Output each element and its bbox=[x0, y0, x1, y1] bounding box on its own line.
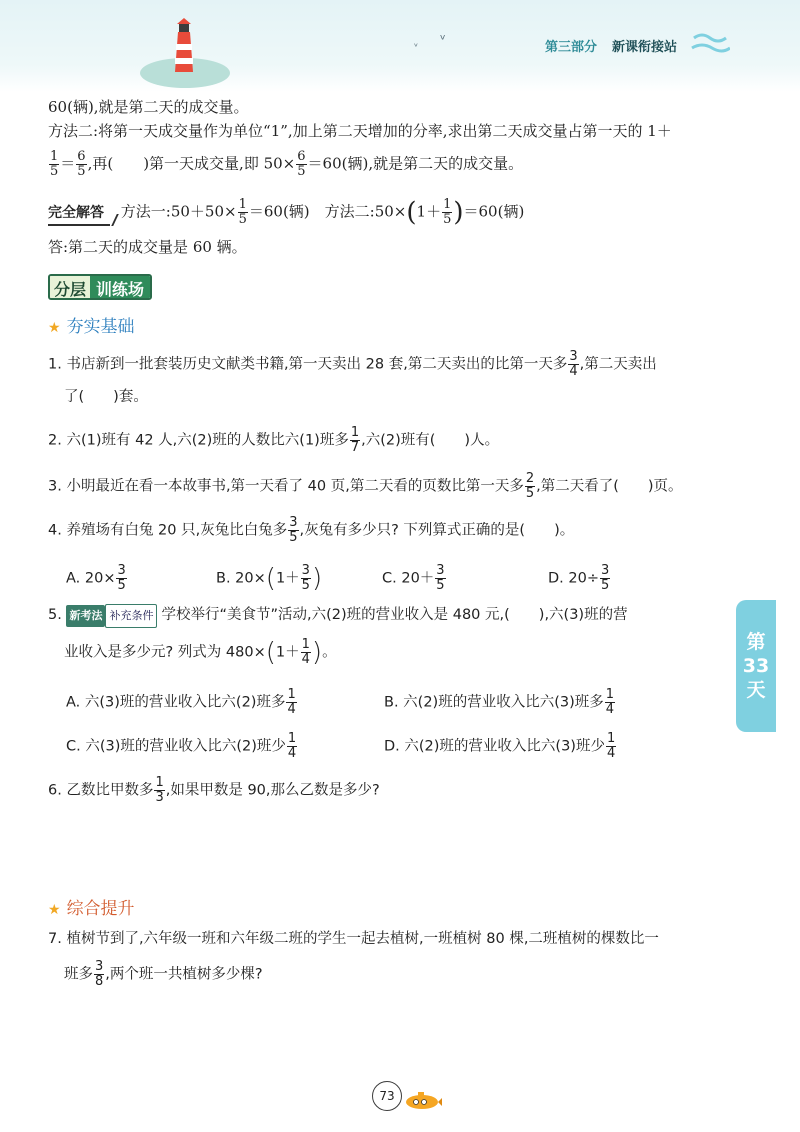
fraction: $\frac{1}{5}$ bbox=[238, 197, 247, 227]
fraction: $\frac{3}{5}$ bbox=[600, 563, 610, 593]
question-7-cont: 班多 $\frac{3}{8}$ ,两个班一共植树多少棵? bbox=[64, 959, 263, 989]
star-icon: ★ bbox=[48, 320, 61, 336]
option-a[interactable]: A. 20× $\frac{3}{5}$ bbox=[66, 563, 126, 593]
bird-icon: ᵛ bbox=[414, 42, 419, 53]
solution-answer: 答:第二天的成交量是 60 辆。 bbox=[48, 238, 247, 256]
question-6: 6. 乙数比甲数多 $\frac{1}{3}$ ,如果甲数是 90,那么乙数是多少? bbox=[48, 775, 380, 805]
solution-line-3: $\frac{1}{5}$ ＝ $\frac{6}{5}$ ,再( )第一天成交量,即 50× $\frac{6}{5}$ ＝60(辆),就是第二天的成交量。 bbox=[50, 149, 524, 179]
question-3: 3. 小明最近在看一本故事书,第一天看了 40 页,第二天看的页数比第一天多 $\frac{2}{5}$ ,第二天看了( )页。 bbox=[48, 471, 683, 501]
option-a[interactable]: A. 六(3)班的营业收入比六(2)班多 $\frac{1}{4}$ bbox=[66, 687, 296, 717]
complete-solution-tag: 完全解答 bbox=[48, 202, 110, 226]
fraction: $\frac{1}{4}$ bbox=[605, 687, 615, 717]
section-title-basics: ★ 夯实基础 bbox=[48, 317, 135, 337]
question-1-cont: 了( )套。 bbox=[64, 389, 148, 405]
option-b[interactable]: B. 20×(1＋ $\frac{3}{5}$ ) bbox=[216, 563, 323, 594]
question-5-cont: 业收入是多少元? 列式为 480×(1＋ $\frac{1}{4}$ )。 bbox=[64, 637, 337, 668]
fraction: $\frac{1}{4}$ bbox=[287, 687, 296, 717]
supplement-condition-tag: 补充条件 bbox=[105, 604, 157, 628]
option-d[interactable]: D. 20÷ $\frac{3}{5}$ bbox=[548, 563, 610, 593]
fraction: $\frac{1}{4}$ bbox=[301, 637, 310, 667]
training-badge: 分层 训练场 bbox=[48, 274, 152, 300]
question-2: 2. 六(1)班有 42 人,六(2)班的人数比六(1)班多 $\frac{1}{7}$ ,六(2)班有( )人。 bbox=[48, 425, 500, 455]
fraction: $\frac{1}{3}$ bbox=[155, 775, 164, 805]
fraction: $\frac{3}{5}$ bbox=[117, 563, 126, 593]
question-4: 4. 养殖场有白兔 20 只,灰兔比白兔多 $\frac{3}{5}$ ,灰兔有多少只? 下列算式正确的是( )。 bbox=[48, 515, 575, 545]
submarine-icon bbox=[400, 1090, 442, 1110]
header-title: 新课衔接站 bbox=[612, 40, 678, 55]
question-1: 1. 书店新到一批套装历史文献类书籍,第一天卖出 28 套,第二天卖出的比第一天多 $\frac{3}{4}$ ,第二天卖出 bbox=[48, 349, 657, 379]
lighthouse-icon bbox=[170, 18, 198, 72]
fraction: $\frac{1}{4}$ bbox=[606, 731, 616, 761]
option-b[interactable]: B. 六(2)班的营业收入比六(3)班多 $\frac{1}{4}$ bbox=[384, 687, 615, 717]
option-d[interactable]: D. 六(2)班的营业收入比六(3)班少 $\frac{1}{4}$ bbox=[384, 731, 616, 761]
solution-line-2: 方法二:将第一天成交量作为单位“1”,加上第二天增加的分率,求出第二天成交量占第一天的 1＋ bbox=[48, 122, 672, 140]
day-side-tab: 第 33 天 bbox=[736, 600, 776, 732]
fraction: $\frac{3}{5}$ bbox=[436, 563, 445, 593]
new-method-tag: 新考法 bbox=[66, 605, 105, 627]
option-c[interactable]: C. 六(3)班的营业收入比六(2)班少 $\frac{1}{4}$ bbox=[66, 731, 297, 761]
fraction: $\frac{1}{7}$ bbox=[350, 425, 360, 455]
fraction: $\frac{6}{5}$ bbox=[297, 149, 306, 179]
fraction: $\frac{1}{5}$ bbox=[50, 149, 59, 179]
fraction: $\frac{1}{4}$ bbox=[287, 731, 297, 761]
fraction: $\frac{3}{5}$ bbox=[301, 563, 310, 593]
solution-answer-line: 完全解答 方法一:50＋50× $\frac{1}{5}$ ＝60(辆) 方法二:50×(1＋ $\frac{1}{5}$ )＝60(辆) bbox=[48, 197, 525, 228]
page-header bbox=[0, 0, 800, 92]
fraction: $\frac{3}{4}$ bbox=[569, 349, 578, 379]
option-c[interactable]: C. 20＋ $\frac{3}{5}$ bbox=[382, 563, 445, 593]
fraction: $\frac{3}{5}$ bbox=[289, 515, 298, 545]
question-5: 5. 新考法 补充条件 学校举行“美食节”活动,六(2)班的营业收入是 480 元,( ),六(3)班的营 bbox=[48, 604, 628, 628]
fraction: $\frac{3}{8}$ bbox=[95, 959, 104, 989]
wave-icon bbox=[690, 30, 730, 56]
question-7: 7. 植树节到了,六年级一班和六年级二班的学生一起去植树,一班植树 80 棵,二班植树的棵数比一 bbox=[48, 931, 659, 947]
page-number: 73 bbox=[372, 1081, 402, 1111]
solution-line-1: 60(辆),就是第二天的成交量。 bbox=[48, 98, 249, 116]
section-title-advanced: ★ 综合提升 bbox=[48, 899, 135, 919]
header-section: 第三部分 bbox=[545, 40, 598, 55]
fraction: $\frac{6}{5}$ bbox=[77, 149, 86, 179]
bird-icon: ᵛ bbox=[440, 32, 446, 48]
star-icon: ★ bbox=[48, 902, 61, 918]
fraction: $\frac{1}{5}$ bbox=[443, 197, 452, 227]
fraction: $\frac{2}{5}$ bbox=[525, 471, 535, 501]
